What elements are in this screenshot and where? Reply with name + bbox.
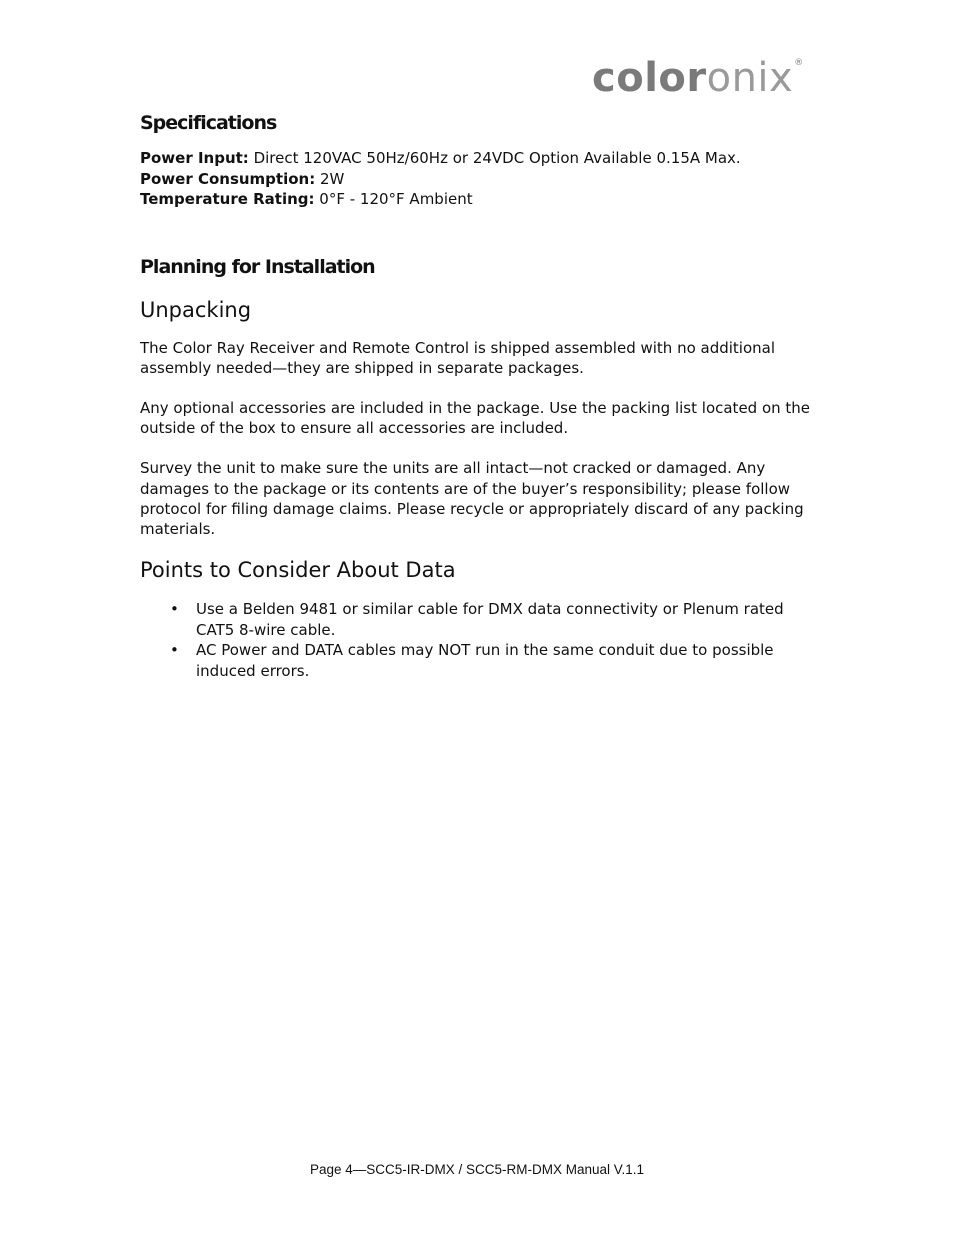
- spec-label: Temperature Rating:: [140, 190, 315, 208]
- spec-value: 0°F - 120°F Ambient: [314, 190, 473, 208]
- spec-label: Power Consumption:: [140, 169, 316, 188]
- spec-temperature-rating: [140, 189, 820, 210]
- registered-mark: ®: [794, 58, 804, 68]
- bullet-icon: •: [170, 600, 179, 619]
- page-footer: Page 4—SCC5-IR-DMX / SCC5-RM-DMX Manual V.1.1: [309, 1162, 645, 1177]
- list-item-text: Use a Belden 9481 or similar cable for DMX data connectivity or Plenum rated CAT5 8-wire cable.: [196, 600, 784, 639]
- unpacking-heading: Unpacking: [140, 297, 252, 322]
- list-item: [140, 599, 820, 640]
- list-item-text: AC Power and DATA cables may NOT run in the same conduit due to possible induced errors.: [196, 641, 774, 680]
- page-content: [140, 112, 820, 681]
- list-item: [140, 640, 820, 681]
- unpacking-paragraph: Any optional accessories are included in the package. Use the packing list located on the outside of the box to ensure all accessories are included.: [140, 398, 811, 438]
- logo-text-onix: onix: [706, 55, 794, 101]
- planning-heading: Planning for Installation: [140, 255, 375, 278]
- data-points-heading: Points to Consider About Data: [140, 558, 456, 583]
- unpacking-paragraph: The Color Ray Receiver and Remote Control is shipped assembled with no additional assembly needed—they are shipped in separate packages.: [140, 338, 776, 377]
- data-points-list: [140, 599, 820, 681]
- spec-value: Direct 120VAC 50Hz/60Hz or 24VDC Option Available 0.15A Max.: [248, 149, 741, 167]
- spec-label: Power Input:: [140, 149, 249, 167]
- logo-text-color: color: [592, 55, 707, 101]
- specifications-list: [140, 148, 820, 210]
- spec-value: 2W: [315, 169, 345, 188]
- bullet-icon: •: [170, 641, 179, 660]
- specifications-heading: Specifications: [140, 112, 277, 134]
- spec-power-input: [140, 148, 820, 169]
- unpacking-paragraph: Survey the unit to make sure the units are all intact—not cracked or damaged. Any damages to the package or its contents are of the buyer’s responsibility; please follow protocol for filing damage claims. Please recycle or appropriately discard of any packing materials.: [140, 459, 804, 538]
- spec-power-consumption: [140, 169, 820, 190]
- coloronix-logo: [592, 56, 804, 100]
